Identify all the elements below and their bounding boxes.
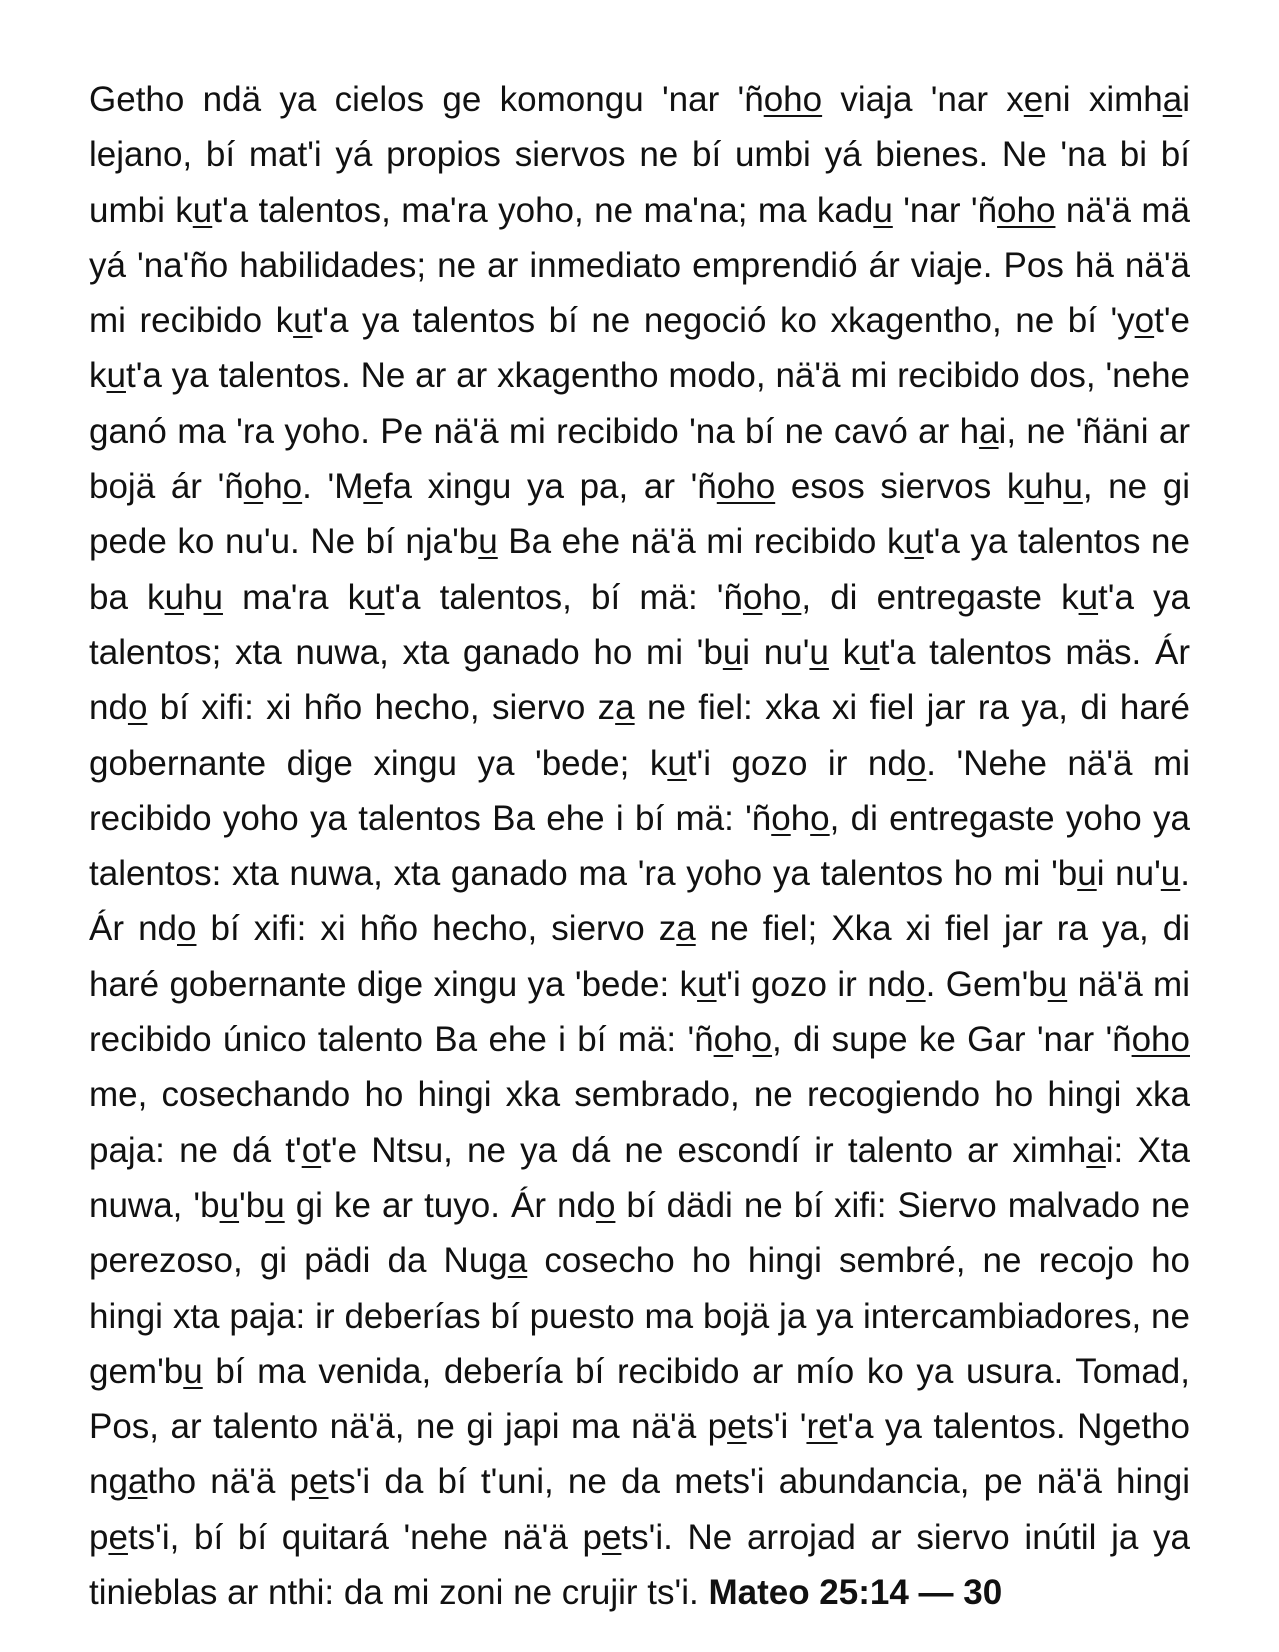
passage-text: h — [184, 577, 204, 617]
passage-text: t'a ya talentos; xta nuwa, xta ganado ho mi 'b — [89, 577, 1191, 672]
underlined-letters: u — [478, 522, 498, 562]
passage-text: h — [762, 577, 782, 617]
underlined-letters: u — [265, 1185, 285, 1225]
passage-text: t'a ya talentos. Ngetho ng — [89, 1407, 1190, 1502]
passage-text: bí xifi: xi hño hecho, siervo z — [147, 688, 616, 728]
passage-text: t'i gozo ir nd — [686, 743, 907, 783]
passage-text: ts'i da bí t'uni, ne da mets'i abundancia, pe nä'ä hingi p — [89, 1462, 1190, 1557]
passage-text: , di entregaste k — [801, 577, 1079, 617]
underlined-letters: e — [727, 1407, 747, 1447]
underlined-letters: o — [713, 1020, 734, 1060]
underlined-letters: a — [127, 1462, 148, 1502]
passage-text: ts'i ' — [746, 1407, 807, 1447]
passage-text: esos siervos k — [775, 467, 1025, 507]
underlined-letters: o — [771, 798, 791, 838]
passage-text: ts'i. Ne arrojad ar siervo inútil ja ya tinieblas ar nthi: da mi zoni ne crujir ts'i. — [89, 1517, 1190, 1613]
underlined-letters: u — [1078, 577, 1099, 617]
underlined-letters: u — [183, 1351, 203, 1391]
underlined-letters: oho — [997, 190, 1056, 230]
underlined-letters: u — [722, 632, 743, 672]
passage-text: h — [1043, 467, 1064, 507]
passage-text: fa xingu ya pa, ar 'ñ — [382, 467, 717, 507]
underlined-letters: u — [904, 522, 924, 562]
underlined-letters: u — [106, 356, 126, 396]
passage-text: i nu' — [742, 632, 810, 672]
passage-text: t'a ya talentos bí ne negoció ko xkagentho, ne bí 'y — [312, 301, 1135, 341]
underlined-letters: a — [676, 909, 696, 949]
passage-text: 'b — [239, 1185, 266, 1225]
underlined-letters: o — [595, 1185, 616, 1225]
passage-text: bí ma venida, debería bí recibido ar mío ko ya usura. Tomad, Pos, ar talento nä'ä, ne gi japi ma nä'ä p — [89, 1351, 1190, 1447]
underlined-letters: a — [615, 688, 635, 728]
passage-text: viaja 'nar x — [822, 80, 1024, 119]
underlined-letters: u — [219, 1185, 240, 1225]
underlined-letters: u — [809, 632, 829, 672]
underlined-letters: u — [1047, 964, 1068, 1004]
underlined-letters: u — [203, 577, 223, 617]
passage-text: t'a talentos, ma'ra yoho, ne ma'na; ma kad — [212, 190, 874, 230]
passage-text: . 'M — [302, 467, 364, 507]
passage-text: i nu' — [1096, 854, 1161, 894]
underlined-letters: e — [601, 1517, 622, 1557]
passage-text: ne fiel; Xka xi fiel jar ra ya, di haré gobernante dige xingu ya 'bede: k — [89, 909, 1190, 1004]
underlined-letters: o — [243, 467, 264, 507]
underlined-letters: u — [1063, 467, 1083, 507]
underlined-letters: a — [1162, 80, 1183, 119]
underlined-letters: u — [293, 301, 313, 341]
passage-text: t'a talentos, bí mä: 'ñ — [384, 577, 743, 617]
passage-text: cosecho ho hingi sembré, ne recojo ho hingi xta paja: ir deberías bí puesto ma bojä ja ya intercambiadores, ne gem'b — [89, 1241, 1191, 1391]
underlined-letters: o — [742, 577, 763, 617]
underlined-letters: o — [906, 964, 926, 1004]
passage-text: ma'ra k — [222, 577, 366, 617]
underlined-letters: u — [860, 632, 880, 672]
passage-text: t'e k — [89, 301, 1190, 396]
underlined-letters: u — [365, 577, 385, 617]
passage-text: , di supe ke Gar 'nar 'ñ — [772, 1020, 1132, 1060]
passage-text: Ba ehe nä'ä mi recibido k — [497, 522, 905, 562]
passage-text: t'a ya talentos ne ba k — [89, 522, 1190, 617]
verse-reference: Mateo 25:14 — 30 — [708, 1573, 1003, 1613]
underlined-letters: u — [873, 190, 893, 230]
underlined-letters: u — [667, 743, 687, 783]
passage-text: bí xifi: xi hño hecho, siervo z — [196, 909, 677, 949]
passage-text: i, ne 'ñäni ar bojä ár 'ñ — [89, 411, 1190, 507]
passage-text: , di entregaste yoho ya talentos: xta nuwa, xta ganado ma 'ra yoho ya talentos ho mi 'b — [89, 798, 1190, 894]
passage-text: 'nar 'ñ — [892, 190, 998, 230]
underlined-letters: o — [301, 1130, 322, 1170]
scripture-passage — [89, 72, 1190, 1620]
passage-text: nä'ä mä yá 'na'ño habilidades; ne ar inmediato emprendió ár viaje. Pos hä nä'ä mi recibido k — [89, 190, 1190, 341]
underlined-letters: o — [752, 1020, 773, 1060]
underlined-letters: oho — [716, 467, 776, 507]
document-page — [89, 72, 1190, 1620]
underlined-letters: a — [979, 411, 999, 451]
passage-text: h — [733, 1020, 753, 1060]
passage-text: t'a ya talentos. Ne ar ar xkagentho modo, nä'ä mi recibido dos, 'nehe ganó ma 'ra yoho. Pe nä'ä mi recibido 'na bí ne cavó ar h — [89, 356, 1190, 451]
passage-text: ni ximh — [1043, 80, 1163, 119]
passage-text: h — [790, 798, 811, 838]
underlined-letters: u — [164, 577, 185, 617]
underlined-letters: o — [781, 577, 802, 617]
underlined-letters: o — [1134, 301, 1155, 341]
passage-text: ne fiel: xka xi fiel jar ra ya, di haré gobernante dige xingu ya 'bede; k — [89, 688, 1190, 783]
underlined-letters: e — [108, 1517, 128, 1557]
underlined-letters: u — [192, 190, 213, 230]
passage-text: gi ke ar tuyo. Ár nd — [284, 1185, 596, 1225]
underlined-letters: e — [1023, 80, 1044, 119]
underlined-letters: o — [177, 909, 197, 949]
underlined-letters: oho — [763, 80, 823, 119]
passage-text: i: Xta nuwa, 'b — [89, 1130, 1190, 1225]
passage-text: bí dädi ne bí xifi: Siervo malvado ne perezoso, gi pädi da Nug — [89, 1185, 1190, 1281]
passage-text: me, cosechando ho hingi xka sembrado, ne recogiendo ho hingi xka paja: ne dá t' — [89, 1075, 1190, 1170]
passage-text: . Gem'b — [925, 964, 1048, 1004]
underlined-letters: o — [810, 798, 830, 838]
passage-text: k — [828, 632, 861, 672]
passage-text: Getho ndä ya cielos ge komongu 'nar 'ñ — [89, 80, 764, 119]
underlined-letters: a — [1086, 1130, 1106, 1170]
passage-text: . 'Nehe nä'ä mi recibido yoho ya talentos Ba ehe i bí mä: 'ñ — [89, 743, 1190, 838]
underlined-letters: e — [363, 467, 383, 507]
passage-text: . Ár nd — [89, 854, 1190, 949]
underlined-letters: u — [697, 964, 717, 1004]
underlined-letters: u — [1077, 854, 1097, 894]
underlined-letters: o — [127, 688, 148, 728]
underlined-letters: oho — [1131, 1020, 1190, 1060]
underlined-letters: o — [906, 743, 927, 783]
underlined-letters: e — [309, 1462, 329, 1502]
passage-text: tho nä'ä p — [147, 1462, 310, 1502]
passage-text: t'a talentos mäs. Ár nd — [89, 632, 1190, 728]
passage-text: nä'ä mi recibido único talento Ba ehe i bí mä: 'ñ — [89, 964, 1190, 1060]
passage-text: , ne gi pede ko nu'u. Ne bí nja'b — [89, 467, 1190, 562]
underlined-letters: o — [282, 467, 303, 507]
underlined-letters: u — [1024, 467, 1044, 507]
underlined-letters: a — [507, 1241, 528, 1281]
passage-text: h — [263, 467, 283, 507]
passage-text: i lejano, bí mat'i yá propios siervos ne bí umbi yá bienes. Ne 'na bi bí umbi k — [89, 80, 1190, 230]
passage-text: ts'i, bí bí quitará 'nehe nä'ä p — [127, 1517, 602, 1557]
passage-text: t'e Ntsu, ne ya dá ne escondí ir talento ar ximh — [321, 1130, 1087, 1170]
underlined-letters: u — [1160, 854, 1181, 894]
underlined-letters: re — [806, 1407, 838, 1447]
passage-text: t'i gozo ir nd — [716, 964, 907, 1004]
